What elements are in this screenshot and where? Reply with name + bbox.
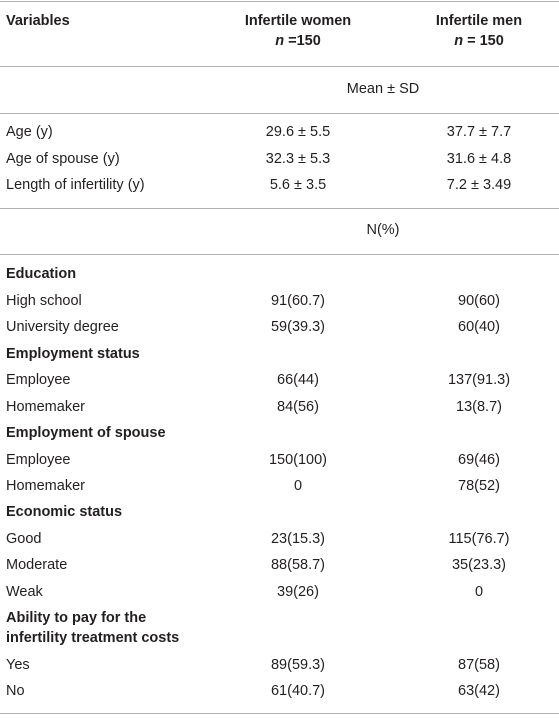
cell-men: 0 (474, 584, 484, 600)
cell-men: 13(8.7) (456, 399, 502, 415)
cell-women: 84(56) (277, 399, 319, 415)
header-men-n: n = 150 (454, 33, 504, 49)
header-men: Infertile men (435, 13, 523, 29)
cell-women: 91(60.7) (270, 293, 325, 309)
cell-women: 0 (293, 478, 303, 494)
cell-women: 59(39.3) (270, 319, 325, 335)
row-label: No (6, 683, 25, 699)
cell-women: 66(44) (277, 372, 319, 388)
cell-men: 37.7 ± 7.7 (446, 124, 512, 140)
cell-women: 32.3 ± 5.3 (265, 151, 331, 167)
section-rule (0, 208, 559, 209)
table-top-rule (0, 1, 559, 2)
cell-men: 87(58) (458, 657, 500, 673)
cell-men: 31.6 ± 4.8 (446, 151, 512, 167)
cell-men: 35(23.3) (451, 557, 506, 573)
row-label: Moderate (6, 557, 68, 573)
cell-women: 88(58.7) (270, 557, 325, 573)
group-heading: Ability to pay for the (6, 610, 147, 626)
row-label: Homemaker (6, 478, 85, 494)
group-heading: infertility treatment costs (6, 630, 180, 646)
cell-men: 7.2 ± 3.49 (446, 177, 512, 193)
cell-men: 115(76.7) (448, 531, 510, 547)
cell-women: 89(59.3) (270, 657, 325, 673)
row-label: Homemaker (6, 399, 85, 415)
cell-women: 150(100) (268, 452, 328, 468)
cell-women: 23(15.3) (270, 531, 325, 547)
row-label: High school (6, 293, 82, 309)
cell-women: 29.6 ± 5.5 (265, 124, 331, 140)
header-women: Infertile women (244, 13, 352, 29)
section-rule (0, 113, 559, 114)
row-label: Employee (6, 452, 71, 468)
cell-men: 90(60) (458, 293, 500, 309)
table-bottom-rule (0, 713, 559, 714)
cell-women: 5.6 ± 3.5 (269, 177, 327, 193)
row-label: Length of infertility (y) (6, 177, 145, 193)
group-heading: Employment of spouse (6, 425, 166, 441)
header-women-n: n =150 (275, 33, 321, 49)
row-label: Age (y) (6, 124, 53, 140)
row-label: Yes (6, 657, 30, 673)
section-rule (0, 254, 559, 255)
cell-men: 63(42) (458, 683, 500, 699)
cell-men: 78(52) (458, 478, 500, 494)
cell-men: 137(91.3) (447, 372, 511, 388)
section-n-pct: N(%) (366, 222, 400, 238)
cell-women: 39(26) (277, 584, 319, 600)
row-label: Employee (6, 372, 71, 388)
cell-men: 69(46) (458, 452, 500, 468)
cell-women: 61(40.7) (270, 683, 325, 699)
row-label: University degree (6, 319, 119, 335)
group-heading: Education (6, 266, 77, 282)
cell-men: 60(40) (458, 319, 500, 335)
group-heading: Economic status (6, 504, 123, 520)
row-label: Good (6, 531, 42, 547)
section-mean-sd: Mean ± SD (346, 81, 420, 97)
row-label: Age of spouse (y) (6, 151, 120, 167)
header-variables: Variables (6, 13, 70, 29)
header-rule (0, 66, 559, 67)
row-label: Weak (6, 584, 43, 600)
group-heading: Employment status (6, 346, 140, 362)
